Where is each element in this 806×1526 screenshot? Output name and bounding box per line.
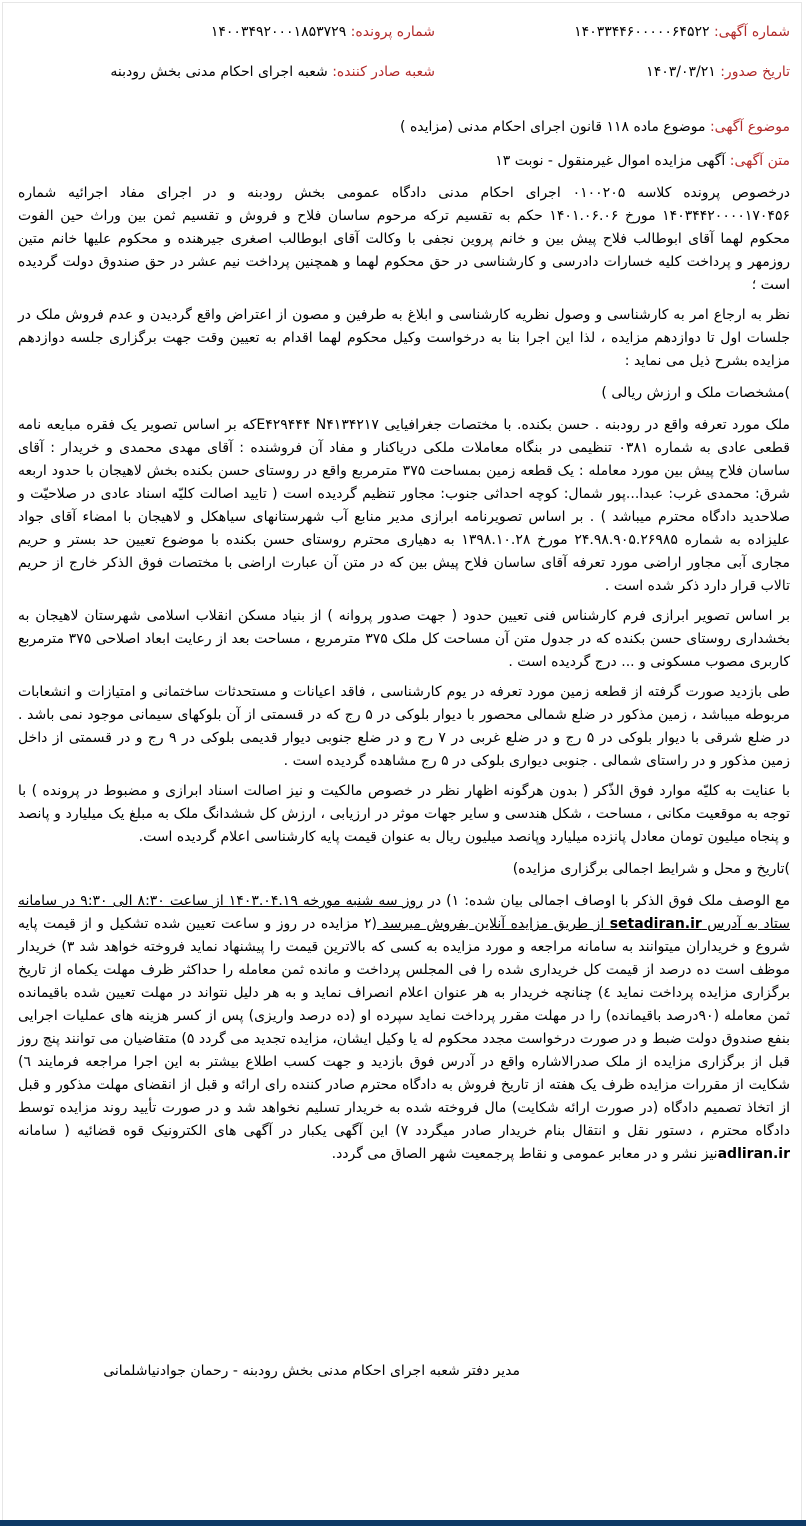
header-row-2 — [18, 64, 790, 104]
bottom-border — [0, 1520, 806, 1526]
notice-subject: موضوع آگهی: موضوع ماده ۱۱۸ قانون اجرای احکام مدنی (مزایده ) — [400, 119, 790, 135]
issuing-branch: شعبه صادر کننده: شعبه اجرای احکام مدنی بخش رودبنه — [110, 64, 435, 80]
header-row-1 — [18, 24, 790, 64]
heading-property-specs: )مشخصات ملک و ارزش ریالی ) — [601, 385, 790, 401]
paragraph-permit: بر اساس تصویر ابرازی فرم کارشناس فنی تعیین حدود ( جهت صدور پروانه ) از بنیاد مسکن انقلاب اسلامی شهرستان لاهیجان به بخشداری روستای حسن بکنده که در جدول متن آن مساحت کل ملک ۳۷۵ مترمربع ، مساحت بعد از رعایت ابعاد اصلاحی ۳۷۵ مترمربع کاربری مصوب مسکونی و ... درج گردیده است . — [18, 608, 790, 670]
setadiran-link[interactable]: setadiran.ir — [609, 916, 702, 932]
notice-number: شماره آگهی: ۱۴۰۳۳۴۴۶۰۰۰۰۰۶۴۵۲۲ — [574, 24, 790, 40]
heading-auction-terms: )تاریخ و محل و شرایط اجمالی برگزاری مزایده) — [512, 861, 790, 877]
paragraph-valuation: با عنایت به کلیّه موارد فوق الذّکر ( بدون هرگونه اظهار نظر در خصوص مالکیت و نیز اصالت اسناد ابرازی و مضبوط در پرونده ) با توجه به موقعیت مکانی ، مساحت ، شکل هندسی و سایر جهات موثر در ارزیابی ، ارزش کل ششدانگ ملک به مبلغ یک میلیارد و پانصد و پنجاه میلیون تومان معادل پانزده میلیارد وپانصد میلیون ریال به عنوان قیمت پایه کارشناسی اعلام گردیده است. — [18, 783, 790, 845]
signature: مدیر دفتر شعبه اجرای احکام مدنی بخش رودبنه - رحمان جوادنیاشلمانی — [103, 1363, 520, 1379]
paragraph-case: درخصوص پرونده کلاسه ۰۱۰۰۲۰۵ اجرای احکام مدنی دادگاه عمومی بخش رودبنه و در اجرای مفاد اجرائیه شماره ۱۴۰۳۴۴۲۰۰۰۰۱۷۰۴۵۶ مورخ ۱۴۰۱.۰۶.۰۶ حکم به تقسیم ترکه مرحوم ساسان فلاح و فروش و تقسیم ثمن بین وراث حین الفوت محکوم لهما آقای ابوطالب فلاح پیش بین و خانم پروین نجفی با وکالت آقای ابوطالب اصغری جیرهنده و محکوم علیها خانم متین روزمهر و پرداخت کلیه خسارات دادرسی و کارشناسی در حق محکوم لهما و همچنین پرداخت نیم عشر در حق صندوق دولت گردیده است ؛ — [18, 185, 791, 293]
notice-title: متن آگهی: آگهی مزایده اموال غیرمنقول - نوبت ۱۳ — [495, 153, 790, 169]
paragraph-property-location: ملک مورد تعرفه واقع در رودبنه . حسن بکنده. با مختصات جغرافیایی E۴۲۹۴۴۴ N۴۱۳۴۲۱۷که بر اساس تصویر یک فقره مبایعه نامه قطعی عادی به شماره ۰۳۸۱ تنظیمی در بنگاه معاملات ملکی دریاکنار و مفاد آن فروشنده : آقای مهدی محمدی و خریدار : آقای ساسان فلاح پیش بین مورد معامله : یک قطعه زمین بمساحت ۳۷۵ مترمربع واقع در روستای حسن بکنده بخش لاهیجان با حدود اربعه شرق: محمدی غرب: عبدا...پور شمال: کوچه احداثی جنوب: مجاور تنظیم گردیده است ( تایید اصالت کلیّه اسناد عادی در صلاحیّت و صلاحدید دادگاه محترم میباشد ) . بر اساس تصویرنامه ابرازی مدیر منابع آب شهرستانهای سیاهکل و لاهیجان با امضاء آقای جواد علیزاده به شماره ۲۴.۹۸.۹۰۵.۲۶۹۸۵ مورخ ۱۳۹۸.۱۰.۲۸ به دهیاری محترم روستای حسن بکنده با موضوع تعیین حد بستر و حریم مجاری آبی مجاور اراضی مورد تعرفه آقای ساسان فلاح پیش بین که در متن آن عبارت اراضی با مختصات فوق الذکر خارج از حریم تالاب قرار دارد ذکر شده است . — [18, 417, 791, 594]
paragraph-auction-terms: مع الوصف ملک فوق الذکر با اوصاف اجمالی بیان شده: ۱) در روز سه شنبه مورخه ۱۴۰۳.۰۴.۱۹ از ساعت ۸:۳۰ الی ۹:۳۰ در سامانه ستاد به آدرس setadiran.ir از طریق مزایده آنلاین بفروش میرسد (۲ مزایده در روز و ساعت تعیین شده تشکیل و از قیمت پایه شروع و خریداران میتوانند به سامانه مراجعه و مورد مزایده به کسی که بالاترین قیمت را پیشنهاد نماید فروخته خواهد شد ۳) خریدار موظف است ده درصد از قیمت کل خریداری شده را فی المجلس پرداخت و مانده ثمن معامله را حداکثر ظرف مهلت یکماه از تاریخ برگزاری مزایده پرداخت نماید ٤) چنانچه خریدار به هر عنوان اعلام انصراف نماید و به هر دلیل نتواند در مهلت تعیین شده باقیمانده ثمن معامله (۹۰درصد باقیمانده) را در مهلت مقرر پرداخت نماید سپرده او (ده درصد واریزی) پس از کسر هزینه های عملیات اجرایی بنفع صندوق دولت ضبط و در صورت درخواست مجدد محکوم له یا وکیل ایشان، مزایده تجدید می گردد ۵) متقاضیان می توانند پنج روز قبل از برگزاری مزایده از ملک صدرالاشاره واقع در آدرس فوق بازدید و جهت کسب اطلاع بیشتر به این اجرا مراجعه فرمایند ٦) شکایت از مقررات مزایده ظرف یک هفته از تاریخ فروش به دادگاه محترم صادر کننده رای ارائه و قبل از انقضای مهلت مذکور و قبل از اتخاذ تصمیم دادگاه (در صورت ارائه شکایت) مال فروخته شده به خریدار تسلیم نخواهد شد و در صورت تأیید روند مزایده توسط دادگاه محترم ، دستور نقل و انتقال بنام خریدار صادر میگردد ۷) این آگهی یکبار در آگهی های الکترونیک قوه قضائیه ( سامانه adliran.irنیز نشر و در معابر عمومی و نقاط پرجمعیت شهر الصاق می گردد. — [18, 893, 791, 1162]
paragraph-inspection: طی بازدید صورت گرفته از قطعه زمین مورد تعرفه در یوم کارشناسی ، فاقد اعیانات و مستحدثات ساختمانی و امتیازات و انشعابات مربوطه میباشد ، زمین مذکور در ضلع شمالی محصور با دیوار بلوکی در ۵ رج که در قسمتی از آن بلوکهای سیمانی موجود نمی باشد . در ضلع شرقی با دیوار بلوکی در ۵ رج و در ضلع غربی در ۷ رج و در ضلع جنوبی دیوار قدیمی بلوکی در ۹ رج و در قسمتی از داخل زمین مذکور و در راستای شمالی . جنوبی دیواری بلوکی در ۵ رج مشاهده گردیده است . — [18, 684, 791, 769]
notice-document — [18, 24, 790, 1173]
file-number: شماره پرونده: ۱۴۰۰۳۴۹۲۰۰۰۱۸۵۳۷۲۹ — [210, 24, 435, 40]
adliran-link[interactable]: adliran.ir — [717, 1146, 790, 1162]
paragraph-referral: نظر به ارجاع امر به کارشناسی و وصول نظریه کارشناسی و ابلاغ به طرفین و مصون از اعتراض واقع گردیدن و عدم فروش ملک در جلسات اول تا دوازدهم مزایده ، لذا این اجرا بنا به درخواست وکیل محکوم لهما اقدام به تعیین وقت جهت برگزاری جلسه دوازدهم مزایده بشرح ذیل می نماید : — [18, 307, 790, 369]
issue-date: تاریخ صدور: ۱۴۰۳/۰۳/۲۱ — [646, 64, 790, 80]
